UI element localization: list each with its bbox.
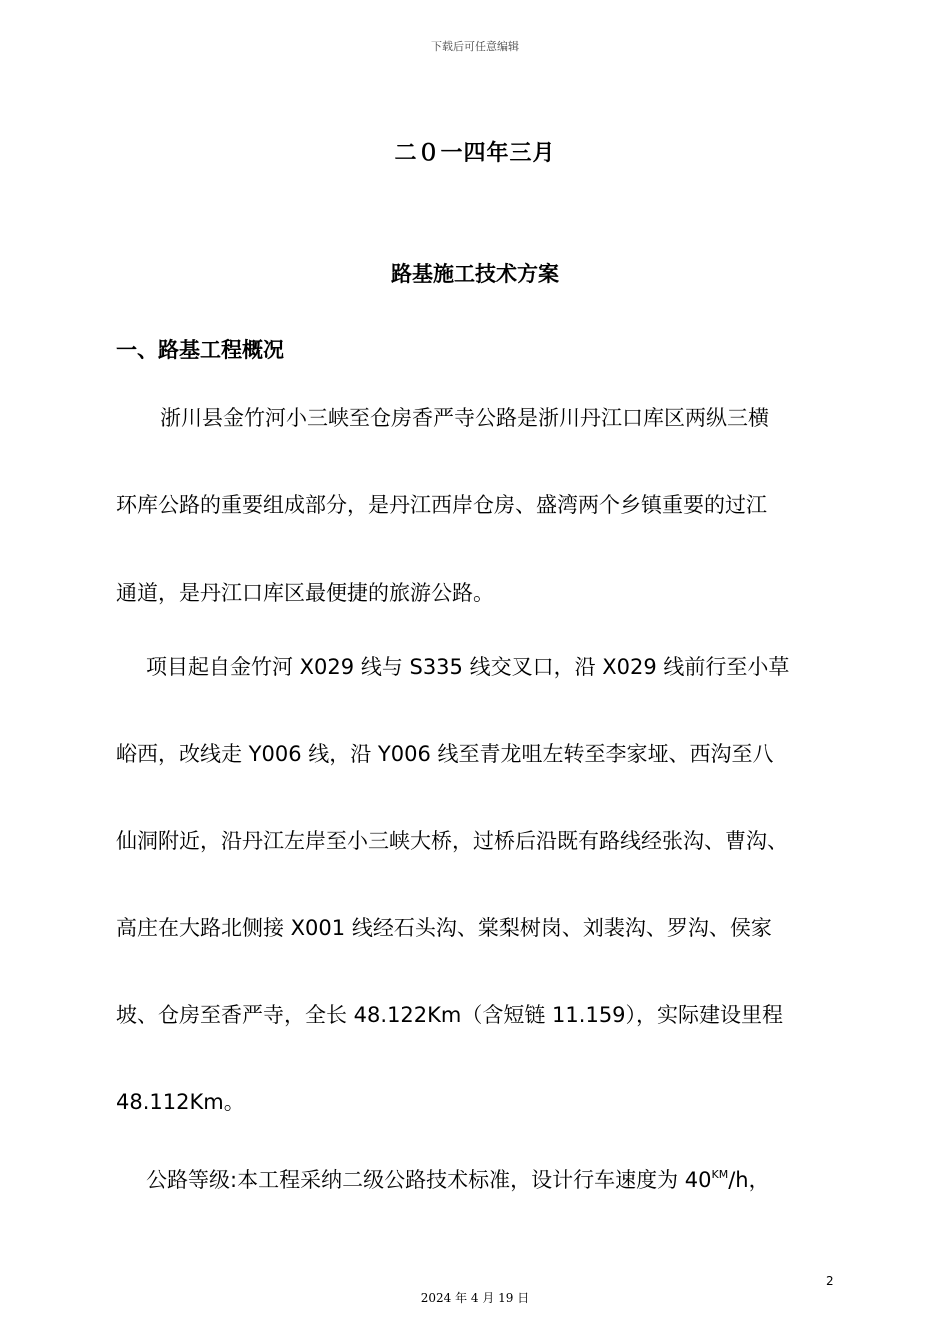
paragraph-line: 浙川县金竹河小三峡至仓房香严寺公路是浙川丹江口库区两纵三横	[160, 406, 769, 430]
paragraph-line: 项目起自金竹河 X029 线与 S335 线交叉口，沿 X029 线前行至小草	[146, 655, 790, 679]
footer-date: 2024 年 4 月 19 日	[420, 1291, 530, 1305]
document-title: 路基施工技术方案	[391, 262, 559, 286]
header-note: 下载后可任意编辑	[431, 40, 519, 53]
paragraph-line: 仙洞附近，沿丹江左岸至小三峡大桥，过桥后沿既有路线经张沟、曹沟、	[116, 829, 788, 853]
speed-unit-superscript: KM	[711, 1168, 729, 1181]
section-heading: 一、路基工程概况	[116, 338, 284, 362]
road-grade-text-end: /h，	[728, 1168, 770, 1192]
paragraph-line: 环库公路的重要组成部分，是丹江西岸仓房、盛湾两个乡镇重要的过江	[116, 493, 767, 517]
page-number: 2	[826, 1274, 834, 1288]
paragraph-line: 48.112Km。	[116, 1090, 245, 1114]
date-title: 二０一四年三月	[394, 141, 556, 166]
paragraph-line: 高庄在大路北侧接 X001 线经石头沟、棠梨树岗、刘裴沟、罗沟、侯家	[116, 916, 772, 940]
paragraph-line: 通道，是丹江口库区最便捷的旅游公路。	[116, 581, 494, 605]
paragraph-road-grade	[116, 1160, 882, 1195]
paragraph-line: 坡、仓房至香严寺，全长 48.122Km（含短链 11.159），实际建设里程	[116, 1003, 784, 1027]
road-grade-text: 公路等级:本工程采纳二级公路技术标准，设计行车速度为 40	[146, 1168, 712, 1192]
paragraph-line: 峪西，改线走 Y006 线，沿 Y006 线至青龙咀左转至李家垭、西沟至八	[116, 742, 774, 766]
